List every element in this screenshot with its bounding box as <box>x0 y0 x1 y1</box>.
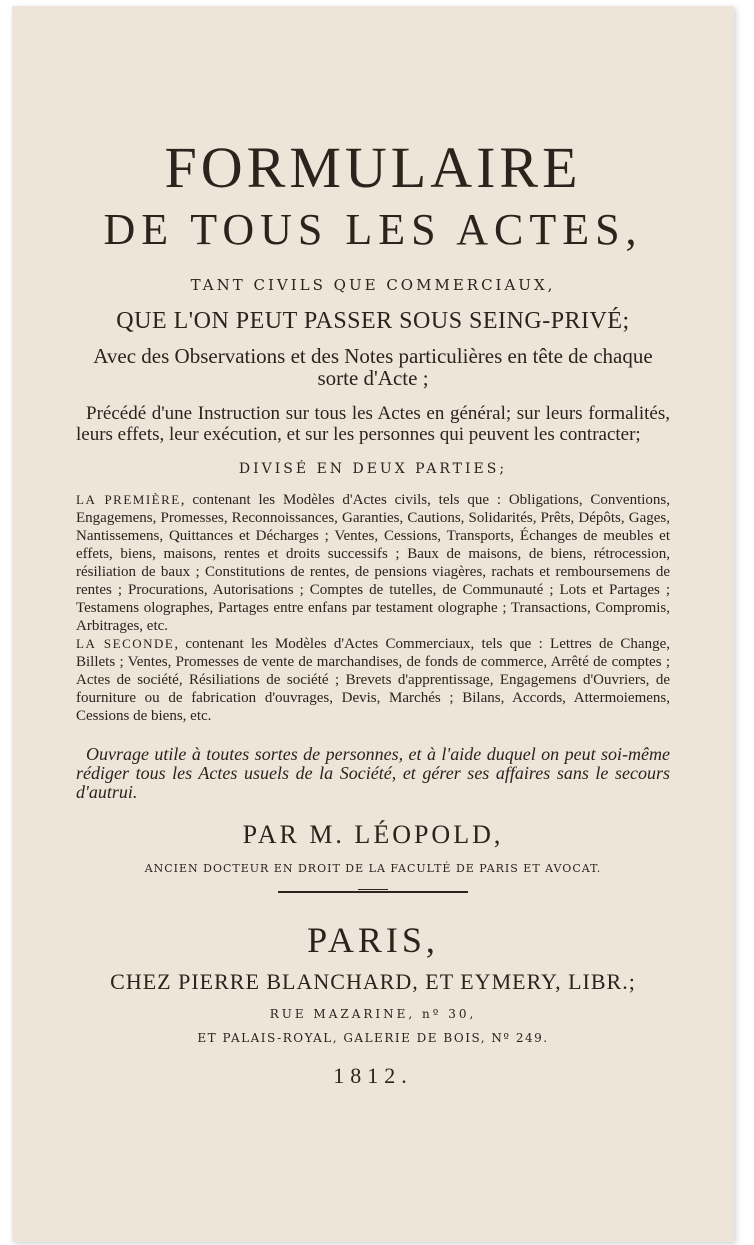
imprint-city: PARIS, <box>307 920 439 960</box>
imprint-year: 1812. <box>333 1063 413 1088</box>
second-part <box>76 635 670 725</box>
divise-heading: DIVISÉ EN DEUX PARTIES; <box>238 461 508 477</box>
title-line-1: FORMULAIRE <box>164 135 582 200</box>
author-name: PAR M. LÉOPOLD, <box>242 820 504 849</box>
title-line-2: DE TOUS LES ACTES, <box>103 205 643 254</box>
title-page <box>12 6 734 1242</box>
observations-text: Avec des Observations et des Notes particulières en tête de chaque sorte d'Acte ; <box>93 344 653 390</box>
imprint-palais: ET PALAIS-ROYAL, GALERIE DE BOIS, Nº 249. <box>197 1031 549 1045</box>
author-qualite: ANCIEN DOCTEUR EN DROIT DE LA FACULTÉ DE PARIS ET AVOCAT. <box>144 862 602 875</box>
title-line-3: TANT CIVILS QUE COMMERCIAUX, <box>190 276 556 294</box>
imprint-street: RUE MAZARINE, nº 30, <box>269 1007 477 1021</box>
parts-block <box>76 491 670 725</box>
title-line-4: QUE L'ON PEUT PASSER SOUS SEING-PRIVÉ; <box>116 308 630 334</box>
precede-text: Précédé d'une Instruction sur tous les Actes en général; sur leurs formalités, leurs effets, leur exécution, et sur les personnes qui peuvent les contracter; <box>76 403 670 445</box>
ouvrage-text: Ouvrage utile à toutes sortes de personnes, et à l'aide duquel on peut soi-même rédiger tous les Actes usuels de la Société, et gérer ses affaires sans le secours d'autrui. <box>76 744 670 802</box>
ornamental-rule <box>278 891 468 893</box>
second-part-text: , contenant les Modèles d'Actes Commerciaux, tels que : Lettres de Change, Billets ; Ventes, Promesses de vente de marchandises, de fonds de commerce, Arrêté de comptes ; Actes de société, Résiliations de société ; Brevets d'apprentissage, Engagemens d'Ouvriers, de fourniture ou de fabrication d'ouvrages, Devis, Marchés ; Bilans, Accords, Attermoiemens, Cessions de biens, etc. <box>76 636 670 724</box>
first-part-lead: LA PREMIÈRE <box>76 492 181 507</box>
first-part-text: , contenant les Modèles d'Actes civils, tels que : Obligations, Conventions, Engagemens, Promesses, Reconnoissances, Garanties, Cautions, Solidarités, Prêts, Dépôts, Gages, Nantissemens, Quittances et Décharges ; Ventes, Cessions, Transports, Échanges de meubles et effets, biens, maisons, rentes et droits successifs ; Baux de maisons, de biens, rétrocession, résiliation de baux ; Constitutions de rentes, de pensions viagères, rachats et remboursemens de rentes ; Procurations, Autorisations ; Comptes de tutelles, de Communauté ; Lots et Partages ; Testamens olographes, Partages entre enfans par testament olographe ; Transactions, Compromis, Arbitrages, etc. <box>76 492 670 634</box>
imprint-publisher: CHEZ PIERRE BLANCHARD, ET EYMERY, LIBR.; <box>110 969 636 994</box>
second-part-lead: LA SECONDE <box>76 636 175 651</box>
first-part <box>76 491 670 635</box>
